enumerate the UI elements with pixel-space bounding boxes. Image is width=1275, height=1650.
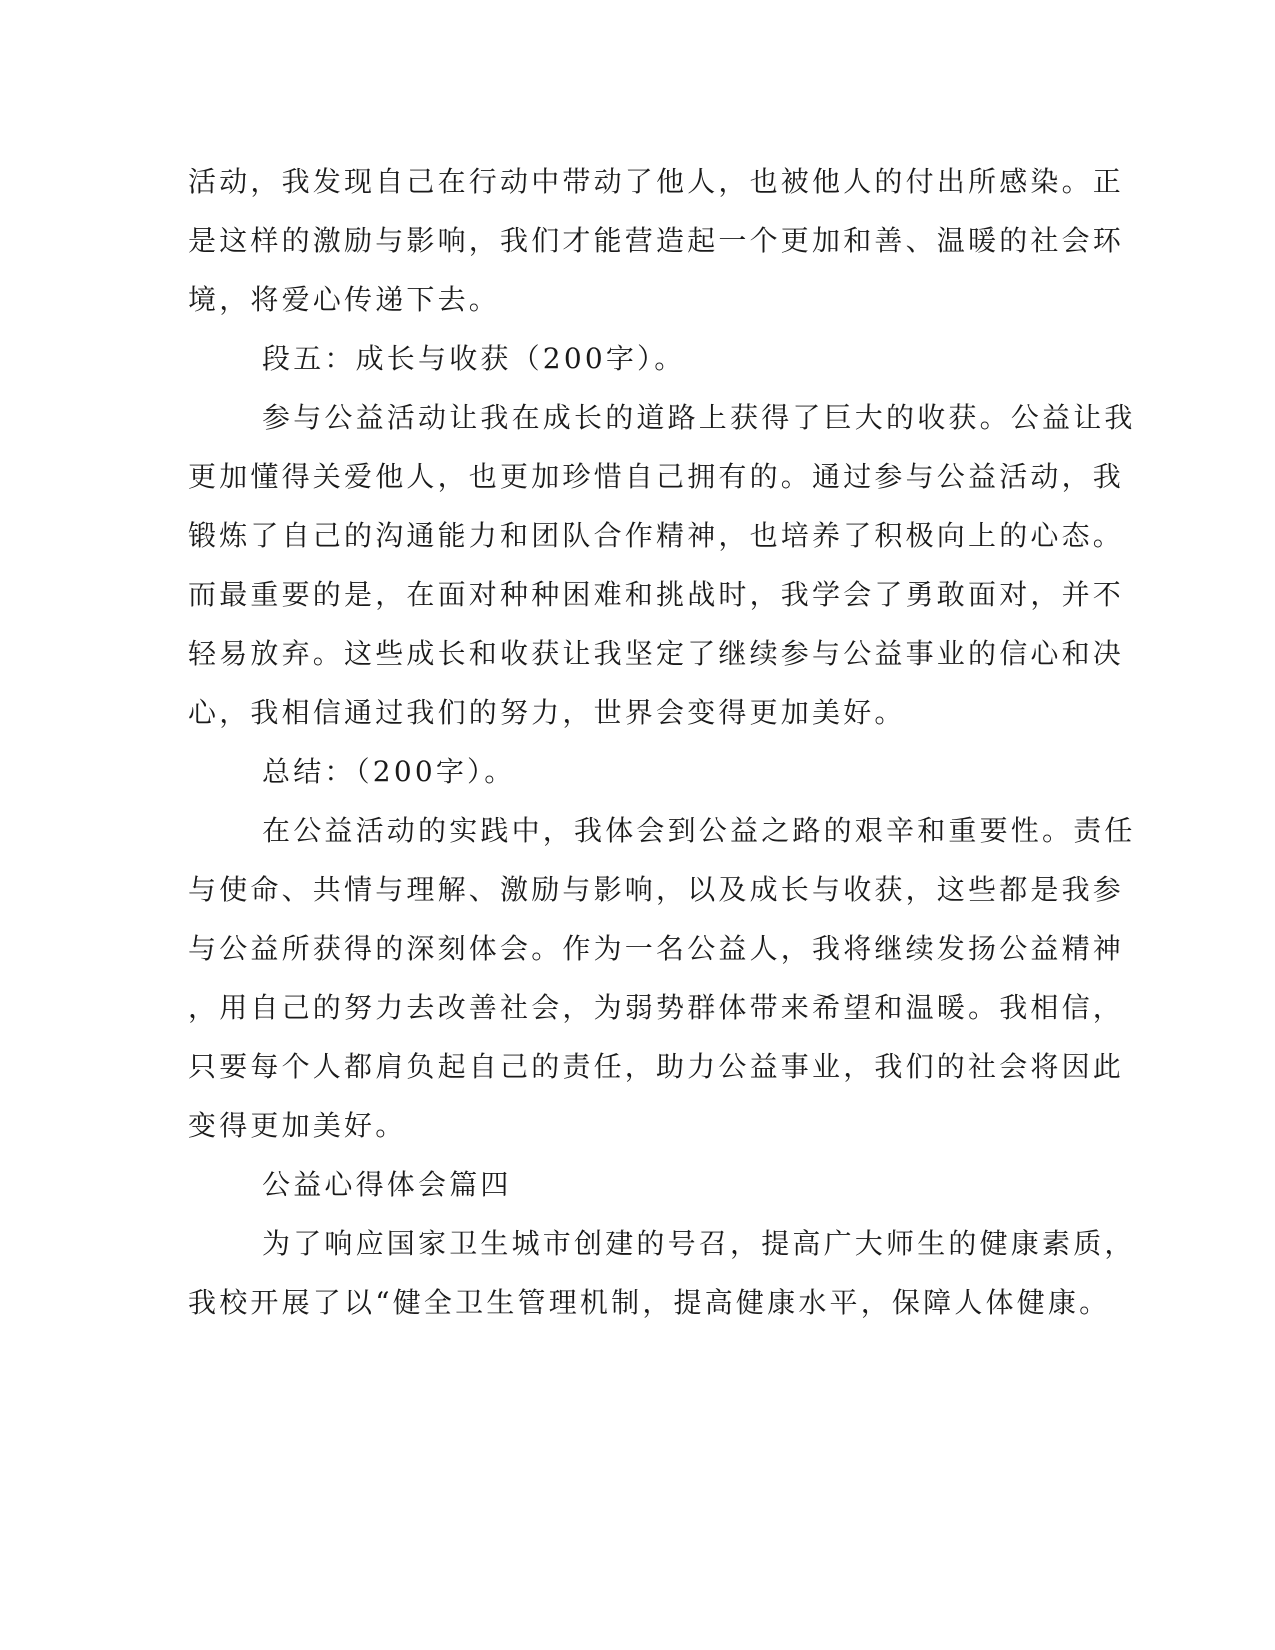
text-line: 与公益所获得的深刻体会。作为一名公益人，我将继续发扬公益精神: [188, 932, 1125, 965]
section-heading: 公益心得体会篇四: [262, 1168, 512, 1201]
text-line: 心，我相信通过我们的努力，世界会变得更加美好。: [188, 696, 906, 729]
text-line: ，用自己的努力去改善社会，为弱势群体带来希望和温暖。我相信，: [188, 991, 1125, 1024]
text-line: 在公益活动的实践中，我体会到公益之路的艰辛和重要性。责任: [262, 814, 1136, 847]
text-line: 更加懂得关爱他人，也更加珍惜自己拥有的。通过参与公益活动，我: [188, 460, 1125, 493]
text-line: 我校开展了以“健全卫生管理机制，提高健康水平，保障人体健康。: [188, 1286, 1111, 1319]
text-line: 只要每个人都肩负起自己的责任，助力公益事业，我们的社会将因此: [188, 1050, 1125, 1083]
text-line: 参与公益活动让我在成长的道路上获得了巨大的收获。公益让我: [262, 401, 1136, 434]
text-line: 轻易放弃。这些成长和收获让我坚定了继续参与公益事业的信心和决: [188, 637, 1125, 670]
text-line: 与使命、共情与理解、激励与影响，以及成长与收获，这些都是我参: [188, 873, 1125, 906]
section-heading: 段五：成长与收获（200字）。: [262, 342, 686, 375]
text-line: 锻炼了自己的沟通能力和团队合作精神，也培养了积极向上的心态。: [188, 519, 1125, 552]
text-line: 境，将爱心传递下去。: [188, 283, 501, 316]
section-heading: 总结：（200字）。: [262, 755, 516, 788]
text-line: 是这样的激励与影响，我们才能营造起一个更加和善、温暖的社会环: [188, 224, 1125, 257]
text-line: 而最重要的是，在面对种种困难和挑战时，我学会了勇敢面对，并不: [188, 578, 1125, 611]
text-line: 活动，我发现自己在行动中带动了他人，也被他人的付出所感染。正: [188, 165, 1125, 198]
text-line: 变得更加美好。: [188, 1109, 407, 1142]
text-line: 为了响应国家卫生城市创建的号召，提高广大师生的健康素质，: [262, 1227, 1136, 1260]
